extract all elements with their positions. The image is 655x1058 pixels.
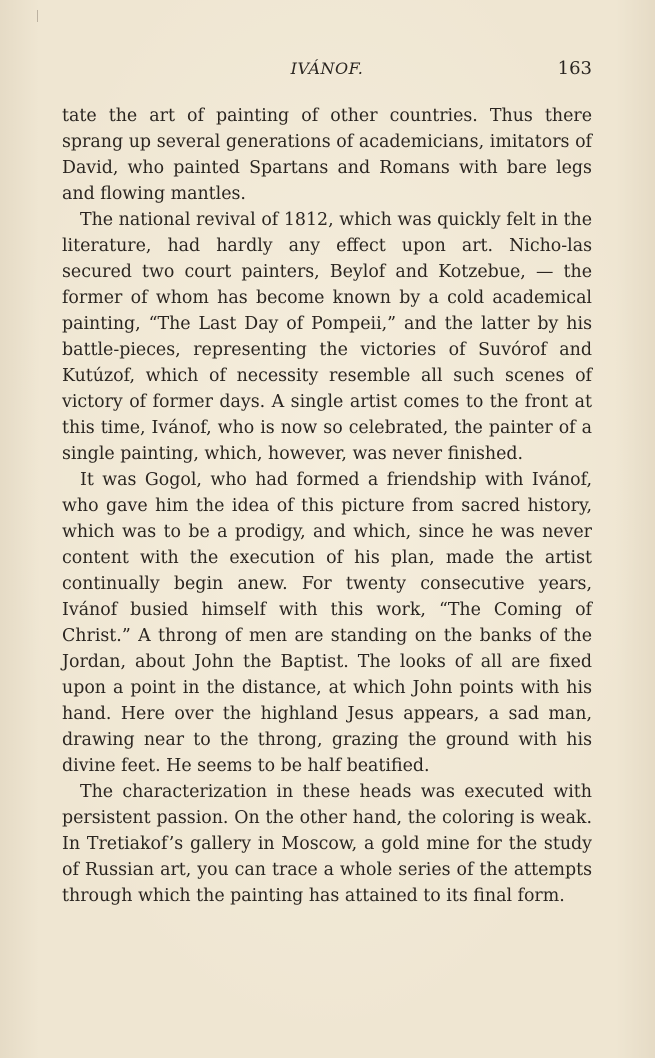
running-title: IVÁNOF. (290, 59, 364, 78)
body-text (62, 103, 592, 909)
paragraph-1: tate the art of painting of other countries. Thus there sprang up several generations of academicians, imitators of David, who painted Spartans and Romans with bare legs and flowing mantles. (62, 106, 592, 204)
page-header (62, 56, 592, 82)
margin-mark (37, 10, 38, 22)
paragraph-4: The characterization in these heads was executed with persistent passion. On the other hand, the coloring is weak. In Tretiakof’s gallery in Moscow, a gold mine for the study of Russian art, you can trace a whole series of the attempts through which the painting has attained to its final form. (62, 782, 592, 906)
paragraph-2: The national revival of 1812, which was quickly felt in the literature, had hardly any effect upon art. Nicho-las secured two court painters, Beylof and Kotzebue, — the former of whom has become known by a cold academical painting, “The Last Day of Pompeii,” and the latter by his battle-pieces, representing the victories of Suvórof and Kutúzof, which of necessity resemble all such scenes of victory of former days. A single artist comes to the front at this time, Ivánof, who is now so celebrated, the painter of a single painting, which, however, was never finished. (62, 210, 592, 464)
page-number: 163 (557, 58, 592, 79)
paragraph-3: It was Gogol, who had formed a friendship with Ivánof, who gave him the idea of this picture from sacred history, which was to be a prodigy, and which, since he was never content with the execution of his plan, made the artist continually begin anew. For twenty consecutive years, Ivánof busied himself with this work, “The Coming of Christ.” A throng of men are standing on the banks of the Jordan, about John the Baptist. The looks of all are fixed upon a point in the distance, at which John points with his hand. Here over the highland Jesus appears, a sad man, drawing near to the throng, grazing the ground with his divine feet. He seems to be half beatified. (62, 470, 592, 776)
